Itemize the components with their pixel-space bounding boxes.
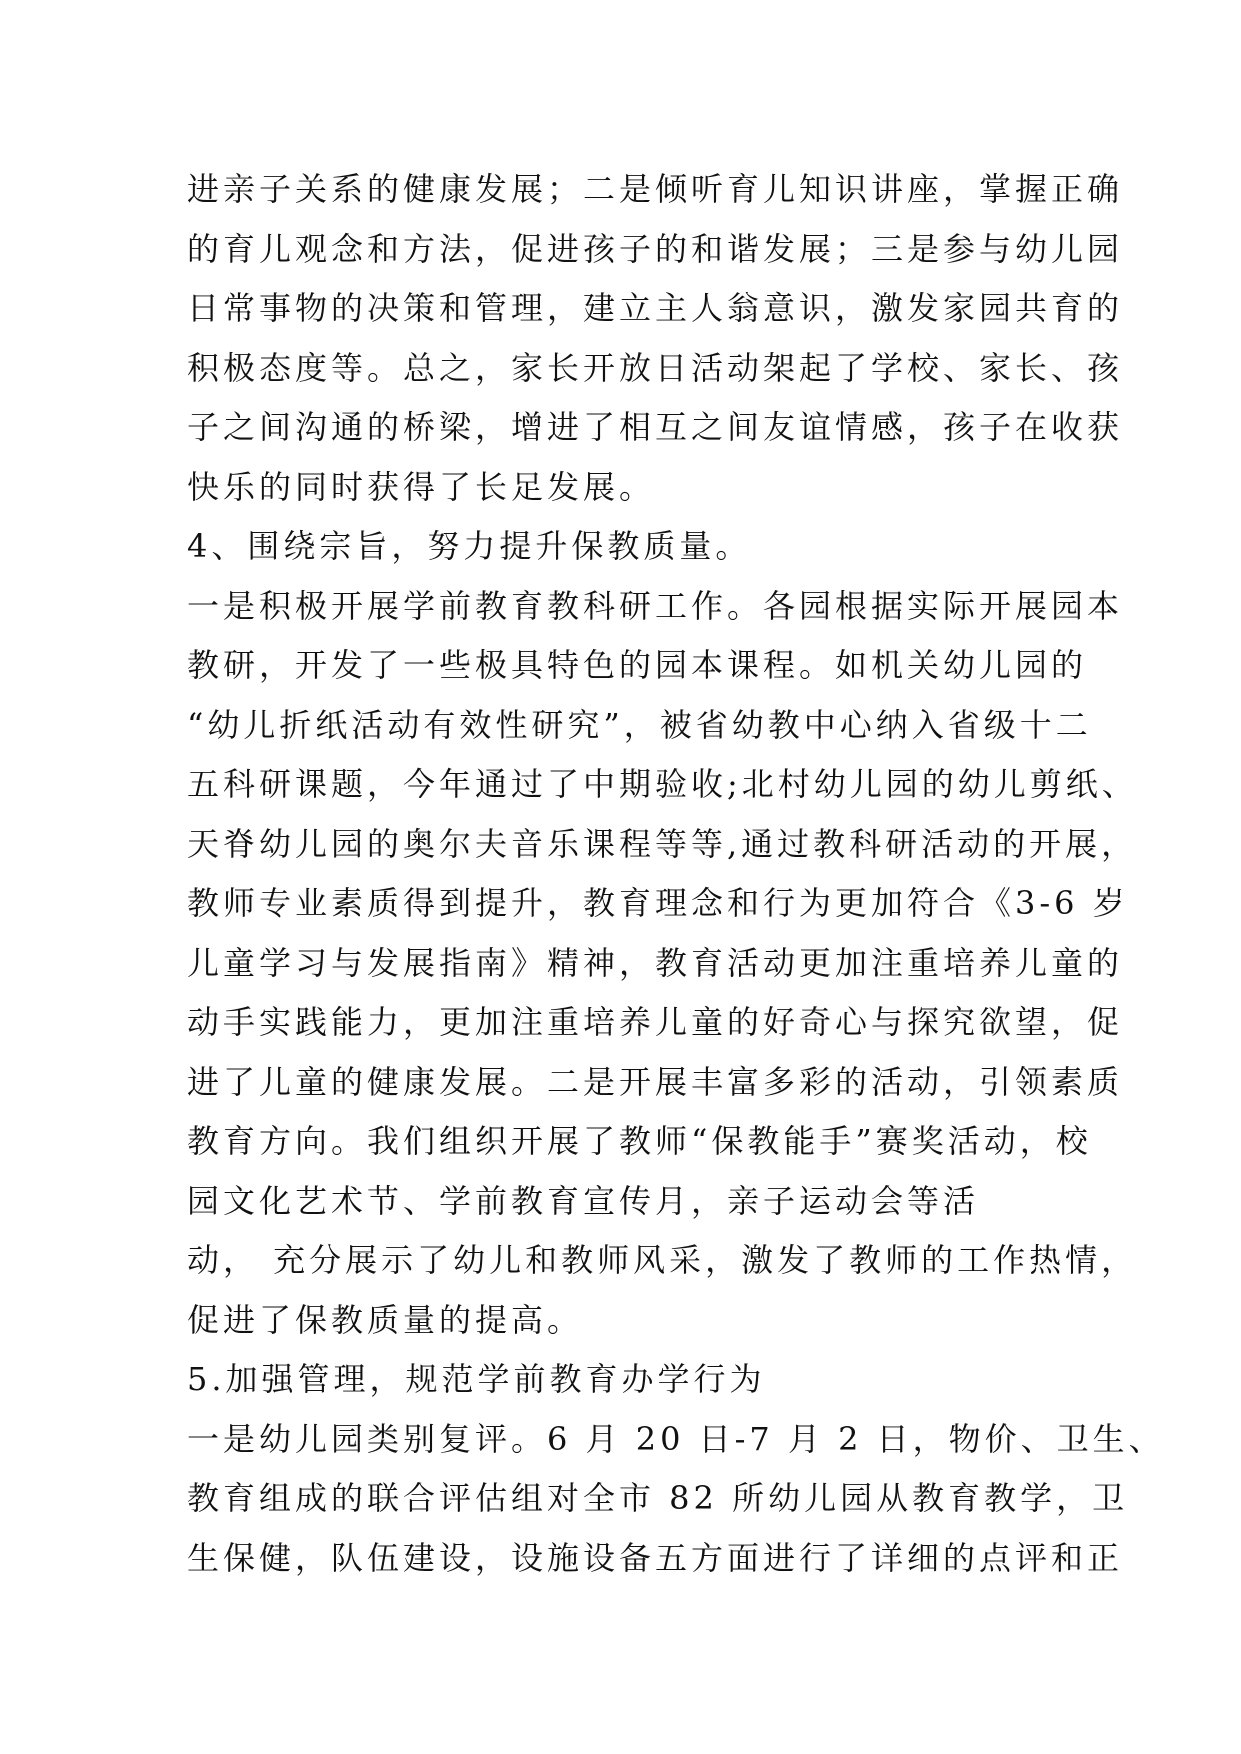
text-line: 生保健，队伍建设，设施设备五方面进行了详细的点评和正 [187,1538,1124,1577]
text-line: 动手实践能力，更加注重培养儿童的好奇心与探究欲望，促 [187,1003,1124,1041]
text-line: 进亲子关系的健康发展；二是倾听育儿知识讲座，掌握正确 [187,170,1124,208]
text-line: 教师专业素质得到提升，教育理念和行为更加符合《3-6 岁 [187,884,1129,922]
text-line: 子之间沟通的桥梁，增进了相互之间友谊情感，孩子在收获 [187,408,1124,446]
text-line: 日常事物的决策和管理，建立主人翁意识，激发家园共育的 [187,289,1124,327]
body-text [187,160,1165,1588]
text-line: 积极态度等。总之，家长开放日活动架起了学校、家长、孩 [187,348,1124,387]
text-line: 动， 充分展示了幼儿和教师风采，激发了教师的工作热情， [187,1241,1138,1279]
text-line: 儿童学习与发展指南》精神，教育活动更加注重培养儿童的 [187,943,1124,982]
text-line: 进了儿童的健康发展。二是开展丰富多彩的活动，引领素质 [187,1062,1124,1101]
text-line: “幼儿折纸活动有效性研究”，被省幼教中心纳入省级十二 [187,705,1092,744]
text-line: 一是积极开展学前教育教科研工作。各园根据实际开展园本 [187,586,1124,625]
text-line: 一是幼儿园类别复评。6 月 20 日-7 月 2 日，物价、卫生、 [187,1419,1165,1458]
text-line: 教研，开发了一些极具特色的园本课程。如机关幼儿园的 [187,646,1088,684]
text-line: 的育儿观念和方法，促进孩子的和谐发展；三是参与幼儿园 [187,229,1124,268]
text-line: 五科研课题，今年通过了中期验收;北村幼儿园的幼儿剪纸、 [187,765,1138,803]
text-line: 教育方向。我们组织开展了教师“保教能手”赛奖活动，校 [187,1122,1092,1160]
section-heading: 5.加强管理，规范学前教育办学行为 [187,1360,766,1398]
text-line: 园文化艺术节、学前教育宣传月，亲子运动会等活 [187,1181,980,1220]
text-line: 教育组成的联合评估组对全市 82 所幼儿园从教育教学，卫 [187,1479,1129,1517]
text-line: 快乐的同时获得了长足发展。 [187,467,656,506]
section-heading: 4、围绕宗旨，努力提升保教质量。 [187,527,752,565]
text-line: 天脊幼儿园的奥尔夫音乐课程等等,通过教科研活动的开展， [187,824,1138,863]
text-line: 促进了保教质量的提高。 [187,1300,584,1339]
